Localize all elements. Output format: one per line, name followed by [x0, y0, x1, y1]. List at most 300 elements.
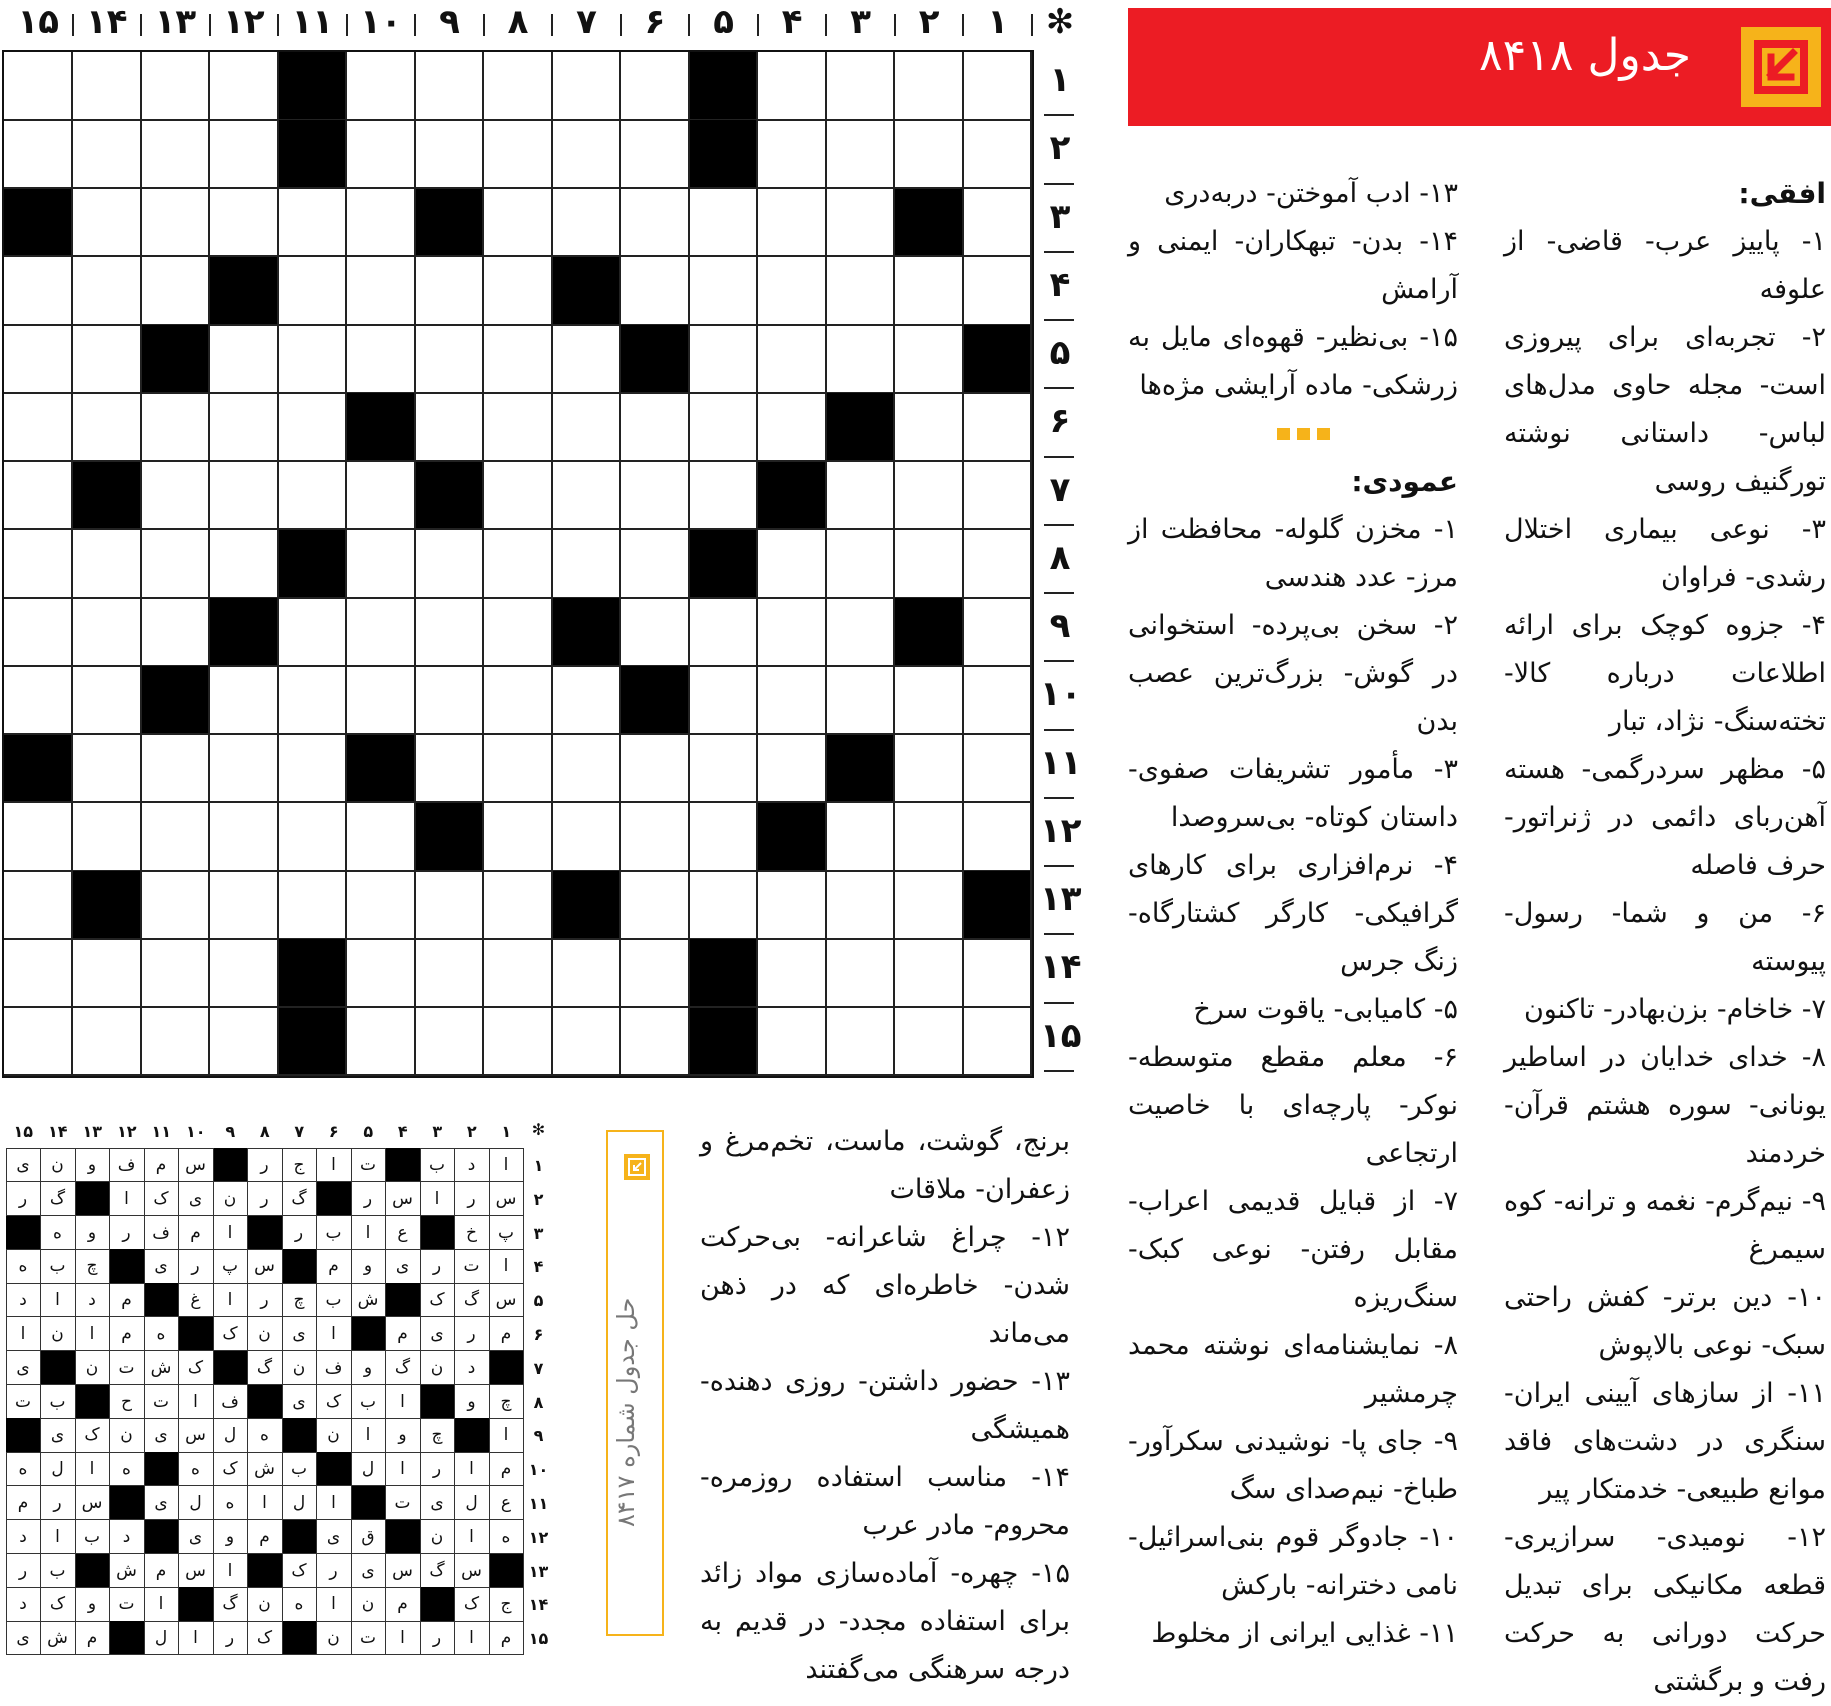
- solution-cell: [6, 1216, 41, 1250]
- clue-item: ۱۴- بدن- تبهکاران- ایمنی و آرامش: [1128, 226, 1458, 305]
- grid-cell: [895, 189, 964, 258]
- grid-cell: [758, 1008, 827, 1077]
- solution-cell: ک: [213, 1452, 248, 1486]
- solution-cell: گ: [248, 1351, 283, 1385]
- grid-cell: [210, 666, 279, 735]
- solution-cell: م: [489, 1452, 524, 1486]
- solution-cell: و: [213, 1520, 248, 1554]
- grid-cell: [415, 120, 484, 189]
- solution-cell: ش: [351, 1283, 386, 1317]
- solution-cell: ا: [213, 1283, 248, 1317]
- solution-cell: ی: [420, 1317, 455, 1351]
- solution-column-label: ۹: [225, 1122, 236, 1141]
- solution-cell: [144, 1452, 179, 1486]
- solution-cell: [248, 1385, 283, 1419]
- grid-cell: [4, 871, 73, 940]
- solution-cell: ا: [420, 1182, 455, 1216]
- column-label: ۴: [781, 2, 803, 42]
- clue-item: ۱۳- حضور داشتن- روزی دهنده- همیشگی: [700, 1366, 1070, 1445]
- solution-cell: ن: [282, 1351, 317, 1385]
- solution-cell: د: [75, 1283, 110, 1317]
- solution-row-label: ۱۰: [528, 1460, 549, 1480]
- row-separator: [1044, 251, 1074, 253]
- grid-cell: [758, 666, 827, 735]
- clue-item: ۳- نوعی بیماری اختلال رشدی- فراوان: [1504, 514, 1826, 593]
- grid-cell: [621, 1008, 690, 1077]
- grid-cell: [278, 189, 347, 258]
- clue-item: ۷- از قبایل قدیمی اعراب- مقابل رفتن- نوعی کبک- سنگ‌ریزه: [1128, 1186, 1458, 1313]
- solution-cell: ش: [110, 1554, 145, 1588]
- grid-cell: [963, 939, 1032, 1008]
- grid-cell: [141, 393, 210, 462]
- solution-cell: ی: [179, 1520, 214, 1554]
- solution-row-label: ۱: [533, 1156, 544, 1175]
- grid-cell: [826, 257, 895, 326]
- grid-cell: [484, 189, 553, 258]
- solution-cell: ک: [144, 1182, 179, 1216]
- solution-row-label: ۱۳: [528, 1561, 549, 1581]
- column-label: ۸: [507, 2, 529, 42]
- solution-column-label: ۴: [397, 1122, 408, 1141]
- solution-cell: ا: [489, 1249, 524, 1283]
- solution-row-label: ۱۲: [528, 1527, 549, 1547]
- solution-cell: ا: [489, 1418, 524, 1452]
- grid-cell: [895, 52, 964, 121]
- solution-cell: ه: [41, 1216, 76, 1250]
- grid-cell: [484, 52, 553, 121]
- solution-cell: ش: [144, 1351, 179, 1385]
- solution-cell: ر: [282, 1216, 317, 1250]
- grid-cell: [758, 257, 827, 326]
- grid-cell: [210, 530, 279, 599]
- clue-item: ۷- خاخام- بزن‌بهادر- تاکنون: [1523, 994, 1826, 1025]
- column-separator: [1031, 14, 1033, 36]
- grid-cell: [415, 871, 484, 940]
- column-separator: [551, 14, 553, 36]
- grid-cell: [210, 939, 279, 1008]
- vertical-heading: عمودی:: [1351, 465, 1458, 498]
- grid-cell: [141, 325, 210, 394]
- grid-cell: [621, 257, 690, 326]
- solution-cell: ن: [420, 1520, 455, 1554]
- grid-cell: [210, 52, 279, 121]
- solution-cell: ی: [282, 1385, 317, 1419]
- solution-cell: ج: [489, 1587, 524, 1621]
- solution-cell: ی: [144, 1249, 179, 1283]
- column-separator: [757, 14, 759, 36]
- solution-cell: گ: [41, 1182, 76, 1216]
- solution-cell: ر: [213, 1621, 248, 1655]
- solution-cell: ی: [317, 1520, 352, 1554]
- solution-cell: گ: [282, 1182, 317, 1216]
- solution-column-label: ۶: [328, 1122, 339, 1141]
- grid-cell: [689, 803, 758, 872]
- column-label: ۵: [713, 2, 734, 42]
- solution-cell: ی: [351, 1554, 386, 1588]
- clue-item: ۸- نمایشنامه‌ای نوشته محمد چرمشیر: [1128, 1330, 1458, 1409]
- grid-cell: [73, 393, 142, 462]
- clue-item: ۶- من و شما- رسول- پیوسته: [1504, 898, 1826, 977]
- solution-cell: ی: [386, 1249, 421, 1283]
- solution-column-label: ۱۴: [47, 1122, 68, 1141]
- grid-cell: [758, 325, 827, 394]
- solution-cell: [41, 1351, 76, 1385]
- grid-cell: [895, 1008, 964, 1077]
- solution-cell: ب: [317, 1283, 352, 1317]
- solution-cell: گ: [386, 1351, 421, 1385]
- grid-cell: [347, 257, 416, 326]
- solution-column-label: ۱۲: [116, 1122, 137, 1141]
- grid-cell: [963, 462, 1032, 531]
- solution-cell: م: [144, 1554, 179, 1588]
- solution-cell: م: [144, 1148, 179, 1182]
- grid-cell: [484, 939, 553, 1008]
- grid-cell: [963, 598, 1032, 667]
- grid-cell: [758, 939, 827, 1008]
- grid-cell: [210, 325, 279, 394]
- grid-cell: [73, 189, 142, 258]
- grid-cell: [278, 530, 347, 599]
- solution-column-label: ۱۳: [82, 1122, 103, 1141]
- solution-cell: ب: [282, 1452, 317, 1486]
- column-label: ۱۴: [86, 2, 128, 42]
- grid-cell: [484, 530, 553, 599]
- grid-cell: [415, 393, 484, 462]
- grid-cell: [73, 735, 142, 804]
- solution-cell: ف: [110, 1148, 145, 1182]
- solution-cell: ب: [41, 1554, 76, 1588]
- grid-cell: [621, 189, 690, 258]
- solution-title: حل جدول شماره ۸۴۱۷: [612, 1297, 640, 1527]
- solution-cell: چ: [489, 1385, 524, 1419]
- solution-cell: ا: [179, 1385, 214, 1419]
- row-label: ۱۴: [1040, 947, 1082, 988]
- grid-cell: [758, 598, 827, 667]
- grid-cell: [210, 735, 279, 804]
- column-separator: [72, 14, 74, 36]
- solution-cell: ی: [282, 1317, 317, 1351]
- solution-cell: ت: [110, 1587, 145, 1621]
- solution-cell: ب: [420, 1148, 455, 1182]
- solution-cell: ا: [317, 1486, 352, 1520]
- solution-cell: ع: [386, 1216, 421, 1250]
- row-separator: [1044, 1070, 1074, 1072]
- column-label: ۱۳: [154, 2, 197, 42]
- solution-cell: ر: [351, 1182, 386, 1216]
- solution-cell: م: [386, 1587, 421, 1621]
- grid-cell: [4, 462, 73, 531]
- row-label: ۶: [1049, 401, 1071, 442]
- column-separator: [414, 14, 416, 36]
- grid-cell: [415, 325, 484, 394]
- grid-cell: [4, 393, 73, 462]
- solution-cell: ه: [144, 1317, 179, 1351]
- solution-row-label: ۸: [533, 1392, 544, 1412]
- grid-cell: [963, 735, 1032, 804]
- grid-cell: [689, 120, 758, 189]
- solution-cell: م: [489, 1621, 524, 1655]
- grid-cell: [484, 803, 553, 872]
- column-separator: [962, 14, 964, 36]
- grid-cell: [963, 52, 1032, 121]
- grid-cell: [141, 803, 210, 872]
- solution-cell: [420, 1385, 455, 1419]
- solution-row-label: ۱۴: [528, 1595, 549, 1615]
- solution-cell: ع: [489, 1486, 524, 1520]
- solution-cell: ت: [110, 1351, 145, 1385]
- grid-cell: [210, 189, 279, 258]
- grid-cell: [4, 189, 73, 258]
- grid-cell: [826, 735, 895, 804]
- solution-cell: ن: [248, 1317, 283, 1351]
- solution-cell: ا: [317, 1148, 352, 1182]
- solution-cell: م: [110, 1317, 145, 1351]
- clue-item: ۱۲- نومیدی- سرازیری- قطعه مکانیکی برای تبدیل حرکت دورانی به حرکت رفت و برگشتی: [1504, 1522, 1826, 1697]
- grid-cell: [895, 257, 964, 326]
- grid-cell: [963, 530, 1032, 599]
- solution-cell: س: [455, 1554, 490, 1588]
- grid-cell: [895, 803, 964, 872]
- solution-cell: ن: [41, 1148, 76, 1182]
- solution-cell: س: [179, 1418, 214, 1452]
- grid-cell: [826, 189, 895, 258]
- clues-column-3: [700, 1118, 1070, 1694]
- solution-cell: ن: [110, 1418, 145, 1452]
- grid-cell: [278, 871, 347, 940]
- grid-cell: [347, 1008, 416, 1077]
- column-separator: [277, 14, 279, 36]
- solution-cell: د: [6, 1587, 41, 1621]
- row-label: ۱۵: [1040, 1015, 1082, 1056]
- solution-cell: ش: [248, 1452, 283, 1486]
- solution-column-label: ۲: [466, 1122, 477, 1141]
- clue-item: ۴- جزوه کوچک برای ارائه اطلاعات درباره کالا- تخته‌سنگ- نژاد، تبار: [1504, 610, 1826, 737]
- solution-cell: ر: [420, 1249, 455, 1283]
- grid-cell: [347, 52, 416, 121]
- row-separator: [1044, 183, 1074, 185]
- solution-cell: [144, 1520, 179, 1554]
- grid-cell: [895, 530, 964, 599]
- solution-cell: م: [489, 1317, 524, 1351]
- grid-cell: [4, 666, 73, 735]
- grid-cell: [278, 52, 347, 121]
- solution-cell: [179, 1317, 214, 1351]
- grid-cell: [415, 939, 484, 1008]
- grid-cell: [621, 939, 690, 1008]
- solution-cell: [213, 1148, 248, 1182]
- solution-column-label: ۸: [259, 1122, 270, 1141]
- grid-cell: [689, 598, 758, 667]
- solution-cell: چ: [282, 1283, 317, 1317]
- grid-cell: [552, 530, 621, 599]
- grid-cell: [689, 325, 758, 394]
- solution-cell: س: [179, 1554, 214, 1588]
- solution-cell: [386, 1283, 421, 1317]
- grid-cell: [141, 189, 210, 258]
- grid-cell: [484, 735, 553, 804]
- grid-cell: [963, 666, 1032, 735]
- solution-cell: ک: [420, 1283, 455, 1317]
- solution-cell: ت: [351, 1621, 386, 1655]
- solution-cell: ه: [6, 1249, 41, 1283]
- clue-item: ۳- مأمور تشریفات صفوی- داستان کوتاه- بی‌سروصدا: [1128, 754, 1458, 833]
- grid-cell: [552, 462, 621, 531]
- grid-cell: [895, 939, 964, 1008]
- solution-cell: ا: [455, 1621, 490, 1655]
- grid-cell: [552, 803, 621, 872]
- solution-cell: ر: [6, 1182, 41, 1216]
- solution-column-label: ۱: [501, 1122, 512, 1141]
- grid-cell: [758, 735, 827, 804]
- solution-cell: ر: [179, 1249, 214, 1283]
- solution-cell: ب: [41, 1385, 76, 1419]
- row-label: ۱۲: [1040, 810, 1082, 851]
- grid-cell: [347, 939, 416, 1008]
- grid-cell: [347, 120, 416, 189]
- solution-cell: ا: [317, 1587, 352, 1621]
- solution-cell: ر: [248, 1283, 283, 1317]
- grid-cell: [826, 1008, 895, 1077]
- solution-cell: ا: [75, 1317, 110, 1351]
- solution-cell: ب: [351, 1385, 386, 1419]
- solution-cell: چ: [420, 1418, 455, 1452]
- solution-cell: ل: [282, 1486, 317, 1520]
- solution-cell: د: [6, 1520, 41, 1554]
- solution-cell: ک: [179, 1351, 214, 1385]
- solution-cell: ی: [144, 1486, 179, 1520]
- solution-cell: د: [455, 1351, 490, 1385]
- solution-cell: م: [248, 1520, 283, 1554]
- solution-cell: [248, 1554, 283, 1588]
- clue-item: ۱۱- از سازهای آیینی ایران- سنگری در دشت‌های فاقد موانع طبیعی- خدمتکار پیر: [1504, 1378, 1826, 1505]
- solution-cell: س: [248, 1249, 283, 1283]
- grid-cell: [621, 735, 690, 804]
- solution-cell: ل: [144, 1621, 179, 1655]
- grid-cell: [347, 189, 416, 258]
- grid-cell: [826, 325, 895, 394]
- solution-cell: ن: [41, 1317, 76, 1351]
- solution-cell: گ: [455, 1283, 490, 1317]
- grid-cell: [895, 393, 964, 462]
- row-separator: [1044, 933, 1074, 935]
- solution-cell: [213, 1351, 248, 1385]
- grid-cell: [73, 871, 142, 940]
- grid-cell: [689, 52, 758, 121]
- grid-cell: [141, 871, 210, 940]
- solution-cell: ک: [213, 1317, 248, 1351]
- grid-cell: [484, 1008, 553, 1077]
- solution-cell: ا: [110, 1182, 145, 1216]
- solution-cell: س: [489, 1182, 524, 1216]
- grid-cell: [73, 666, 142, 735]
- column-separator: [483, 14, 485, 36]
- column-separator: [140, 14, 142, 36]
- puzzle-header: [1128, 8, 1831, 126]
- row-label: ۱۳: [1040, 879, 1082, 920]
- grid-cell: [758, 462, 827, 531]
- solution-cell: ک: [317, 1385, 352, 1419]
- clue-item: ۹- نیم‌گرم- نغمه و ترانه- کوه سیمرغ: [1504, 1186, 1826, 1265]
- clue-item: ۱۲- چراغ شاعرانه- بی‌حرکت شدن- خاطره‌ای که در ذهن می‌ماند: [700, 1222, 1070, 1349]
- grid-cell: [552, 735, 621, 804]
- row-label: ۹: [1049, 606, 1071, 647]
- solution-cell: ا: [351, 1216, 386, 1250]
- grid-cell: [73, 462, 142, 531]
- grid-cell: [963, 393, 1032, 462]
- grid-cell: [552, 939, 621, 1008]
- grid-cell: [415, 257, 484, 326]
- section-divider: [1128, 410, 1458, 458]
- grid-cell: [758, 393, 827, 462]
- solution-cell: م: [179, 1216, 214, 1250]
- grid-cell: [278, 735, 347, 804]
- grid-cell: [347, 598, 416, 667]
- solution-row-label: ۶: [533, 1325, 544, 1344]
- solution-cell: ی: [179, 1182, 214, 1216]
- grid-cell: [621, 598, 690, 667]
- solution-cell: پ: [213, 1249, 248, 1283]
- clue-item: ۱۰- جادوگر قوم بنی‌اسرائیل- نامی دخترانه- بارکش: [1128, 1522, 1458, 1601]
- row-separator: [1044, 729, 1074, 731]
- grid-cell: [415, 598, 484, 667]
- solution-cell: م: [75, 1621, 110, 1655]
- solution-row-label: ۱۵: [528, 1629, 549, 1649]
- clue-item: ۴- نرم‌افزاری برای کارهای گرافیکی- کارگر کشتارگاه- زنگ جرس: [1128, 850, 1458, 977]
- grid-cell: [758, 120, 827, 189]
- grid-cell: [484, 871, 553, 940]
- row-label: ۴: [1049, 264, 1071, 305]
- grid-cell: [621, 120, 690, 189]
- row-separator: [1044, 592, 1074, 594]
- grid-cell: [689, 462, 758, 531]
- solution-cell: د: [455, 1148, 490, 1182]
- grid-cell: [621, 666, 690, 735]
- solution-cell: ر: [110, 1216, 145, 1250]
- grid-cell: [484, 598, 553, 667]
- grid-cell: [141, 666, 210, 735]
- solution-cell: ر: [248, 1148, 283, 1182]
- column-label: ۹: [439, 2, 460, 42]
- solution-cell: ا: [317, 1317, 352, 1351]
- solution-cell: [317, 1452, 352, 1486]
- corner-symbol: ✻: [1045, 2, 1075, 42]
- solution-cell: ه: [110, 1452, 145, 1486]
- grid-cell: [552, 666, 621, 735]
- grid-cell: [4, 530, 73, 599]
- column-label: ۱۵: [17, 2, 60, 42]
- solution-cell: ب: [75, 1520, 110, 1554]
- solution-cell: ح: [110, 1385, 145, 1419]
- solution-row-label: ۲: [533, 1189, 544, 1209]
- grid-cell: [141, 462, 210, 531]
- solution-cell: ل: [179, 1486, 214, 1520]
- grid-cell: [895, 735, 964, 804]
- solution-cell: [179, 1587, 214, 1621]
- solution-cell: ت: [6, 1385, 41, 1419]
- grid-cell: [210, 462, 279, 531]
- solution-cell: ق: [351, 1520, 386, 1554]
- grid-cell: [4, 598, 73, 667]
- solution-column-label: ۳: [432, 1122, 443, 1141]
- row-label: ۱۱: [1040, 742, 1082, 783]
- solution-cell: ه: [179, 1452, 214, 1486]
- clue-item: ۲- تجربه‌ای برای پیروزی است- مجله حاوی مدل‌های لباس- داستانی نوشته تورگنیف روسی: [1504, 322, 1826, 497]
- column-label: ۳: [850, 2, 872, 42]
- solution-cell: [386, 1520, 421, 1554]
- solution-cell: و: [386, 1418, 421, 1452]
- grid-cell: [73, 1008, 142, 1077]
- grid-cell: [278, 939, 347, 1008]
